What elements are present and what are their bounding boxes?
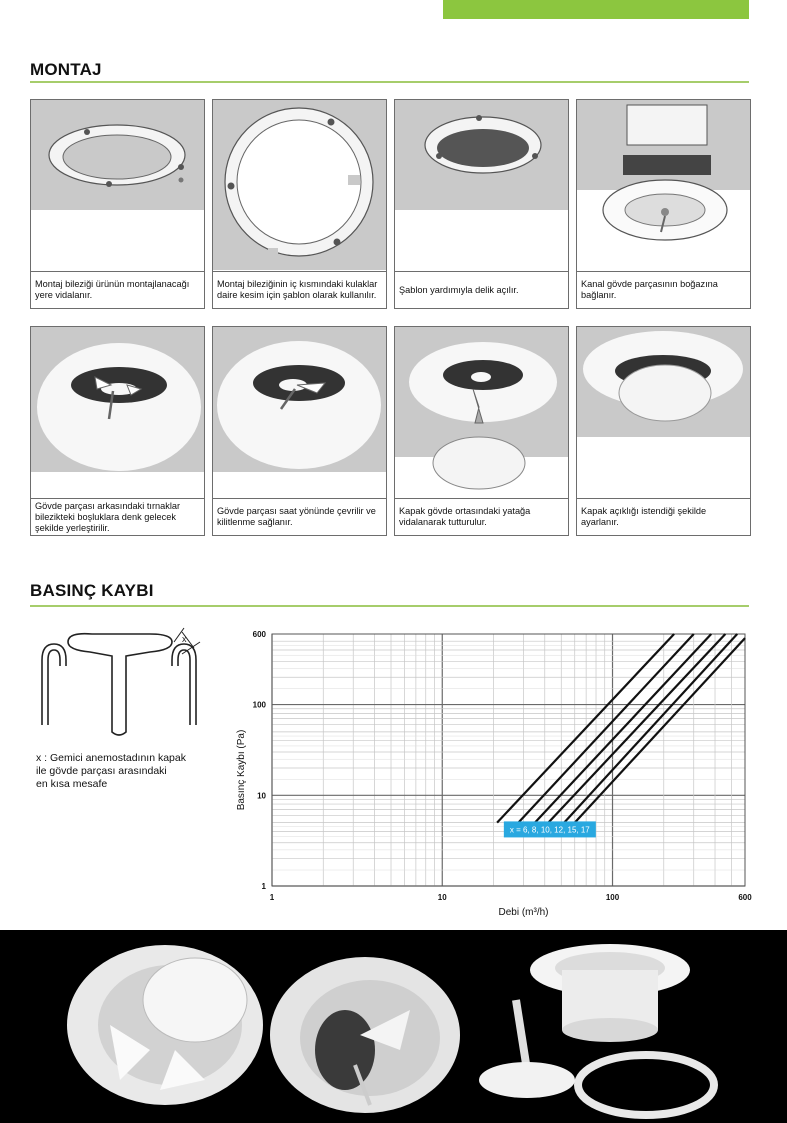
step-7-image: [395, 327, 568, 497]
pressure-loss-chart: [238, 620, 758, 920]
diagram-x-marker: x: [182, 634, 187, 644]
montaj-step-5: [30, 326, 205, 536]
montaj-step-3: [394, 99, 569, 309]
step-8-caption: Kapak açıklığı istendiği şekilde ayarlanır.: [577, 498, 750, 535]
montaj-step-1: [30, 99, 205, 309]
step-6-image: [213, 327, 386, 472]
y-tick-label: 1: [261, 882, 266, 891]
basinc-title: BASINÇ KAYBI: [30, 581, 154, 600]
x-tick-label: 10: [437, 893, 447, 902]
chart-grid: [272, 634, 745, 886]
product-photos: [0, 930, 787, 1123]
montaj-step-4: [576, 99, 751, 309]
y-tick-label: 600: [252, 630, 266, 639]
step-1-caption: Montaj bileziği ürünün montajlanacağı yere vidalanır.: [31, 271, 204, 308]
mounting-ring-template-icon: [213, 100, 386, 270]
step-1-image: [31, 100, 204, 210]
legend-line-3: en kısa mesafe: [36, 778, 108, 790]
annotation-label: x = 6, 8, 10, 12, 15, 17: [509, 825, 590, 835]
step-4-caption: Kanal gövde parçasının boğazına bağlanır.: [577, 271, 750, 308]
diagram-legend: [36, 752, 226, 791]
cut-hole-icon: [395, 100, 568, 210]
montaj-step-6: [212, 326, 387, 536]
step-5-image: [31, 327, 204, 472]
y-tick-label: 100: [252, 700, 266, 710]
body-insert-icon: [31, 327, 204, 472]
legend-line-2: ile gövde parçası arasındaki: [36, 765, 167, 777]
anemostat-section-icon: [30, 620, 220, 735]
product-side-icon: [270, 957, 460, 1113]
step-2-caption: Montaj bileziğinin iç kısmındaki kulaklar daire kesim için şablon olarak kullanılır.: [213, 271, 386, 308]
product-photo-band: [0, 930, 787, 1123]
product-front-icon: [67, 945, 263, 1105]
step-8-image: [577, 327, 750, 437]
step-4-image: [577, 100, 750, 270]
plot-frame: [272, 634, 745, 886]
legend-line-1: x : Gemici anemostadının kapak: [36, 752, 186, 764]
montaj-step-7: [394, 326, 569, 536]
x-tick-label: 1: [269, 893, 275, 902]
y-axis-label: Basınç Kaybı (Pa): [236, 729, 247, 811]
mounting-ring-screwed-icon: [31, 100, 204, 210]
step-3-caption: Şablon yardımıyla delik açılır.: [395, 271, 568, 308]
x-tick-label: 100: [605, 893, 620, 902]
x-axis-label: Debi (m³/h): [498, 907, 549, 918]
body-lock-icon: [213, 327, 386, 472]
chart-series: [497, 634, 745, 823]
cross-section-diagram: [30, 620, 220, 735]
cap-adjust-icon: [577, 327, 750, 437]
step-7-caption: Kapak gövde ortasındaki yatağa vidalanarak tutturulur.: [395, 498, 568, 535]
y-tick-label: 10: [257, 791, 266, 801]
step-6-caption: Gövde parçası saat yönünde çevrilir ve kilitlenme sağlanır.: [213, 498, 386, 535]
montaj-rule: [30, 81, 749, 83]
step-5-caption: Gövde parçası arkasındaki tırnaklar bilezikteki boşluklara denk gelecek şekilde yerleştirilir.: [31, 498, 204, 535]
header-accent-bar: [443, 0, 749, 19]
duct-connection-icon: [577, 100, 750, 270]
basinc-rule: [30, 605, 749, 607]
series-line-5: [564, 634, 737, 823]
step-2-image: [213, 100, 386, 270]
pressure-loss-chart-svg: [238, 620, 758, 920]
montaj-step-8: [576, 326, 751, 536]
montaj-title: MONTAJ: [30, 60, 102, 79]
montaj-step-2: [212, 99, 387, 309]
x-tick-label: 600: [738, 893, 752, 902]
step-3-image: [395, 100, 568, 210]
cap-screw-icon: [395, 327, 568, 497]
product-parts-icon: [479, 944, 714, 1115]
